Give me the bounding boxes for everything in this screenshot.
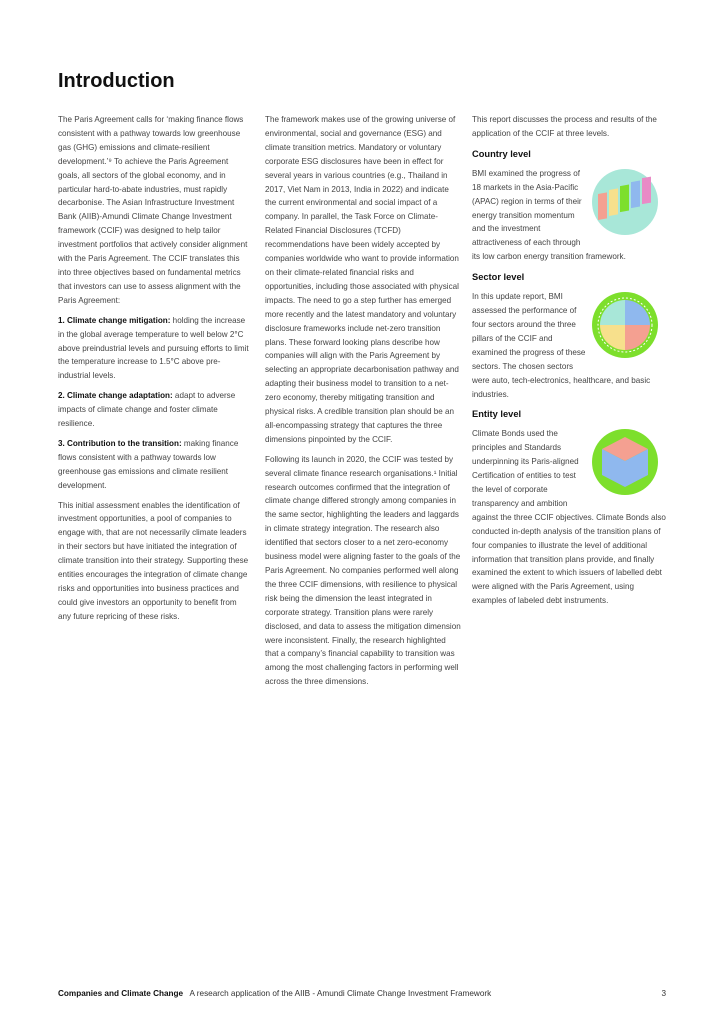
flag-shape xyxy=(620,184,629,212)
objective-heading: 1. Climate change mitigation: xyxy=(58,315,171,325)
objective-adaptation xyxy=(58,389,250,431)
flag-shape xyxy=(598,192,607,220)
initial-assessment-paragraph: This initial assessment enables the identification of investment opportunities, a pool of companies to engage with, that are not necessarily climate leaders in their sectors but have initiated the integration of climate transition into their strategy. Supporting these entities encourages the integration of climate change risks and opportunities into business practices and could give investors an opportunity to benefit from any future repricing of these risks. xyxy=(58,500,249,621)
paris-agreement-paragraph: The Paris Agreement calls for ‘making finance flows consistent with a pathway towards low greenhouse gas (GHG) emissions and climate-resilient development.’⁹ To achieve the Paris Agreement goals, all sectors of the global economy, and in particular hard-to-abate industries, must rapidly decarbonise. The Asian Infrastructure Investment Bank (AIIB)-Amundi Climate Change Investment framework (CCIF) was designed to help tailor investment portfolios that actively consider alignment with the Paris Agreement. The CCIF translates this into three objectives based on fundamental metrics that investors can use to assess alignment with the Paris Agreement: xyxy=(58,115,248,305)
column-right xyxy=(472,113,666,614)
page-footer xyxy=(58,989,666,998)
footer-brand: Companies and Climate Change xyxy=(58,989,184,998)
column-left xyxy=(58,113,250,630)
sector-level-text: In this update report, BMI assessed the performance of four sectors around the three pillars of the CCIF and examined the progress of these sectors. The chosen sectors were auto, tech-electronics, healthcare, and basic industries. xyxy=(472,292,651,399)
page-title: Introduction xyxy=(58,70,175,92)
report-intro: This report discusses the process and results of the application of the CCIF at three levels. xyxy=(472,115,657,138)
country-level-heading: Country level xyxy=(472,148,531,159)
column-middle xyxy=(265,113,461,695)
launch-paragraph: Following its launch in 2020, the CCIF was tested by several climate finance research organisations.¹ Initial research outcomes confirmed that the integration of climate change differed strongly among companies in the same sector, highlighting the leaders and laggards in climate strategy integration. The research also identified that sectors closer to a net zero-economy business model were aligning faster to the goals of the Paris Agreement. No companies performed well along the three CCIF dimensions, with resilience to physical risk being the dimension the least integrated in corporate strategy. Transition plans were rarely disclosed, and data to assess the mitigation dimension were inconsistent. Finally, the research highlighted that a company’s financial capability to transition was among the most challenging factors in performing well across the three dimensions. xyxy=(265,454,461,687)
flag-shape xyxy=(609,188,618,216)
objective-text: adapt to adverse impacts of climate change and foster climate resilience. xyxy=(58,391,236,429)
flag-shape xyxy=(642,176,651,204)
flag-shape xyxy=(631,180,640,208)
entity-level-heading: Entity level xyxy=(472,409,522,420)
pie-chart-icon xyxy=(592,292,658,358)
objective-text: holding the increase in the global average temperature to well below 2°C above preindustrial levels and pursuing efforts to limit the temperature increase to 1.5°C above pre-industrial levels. xyxy=(58,315,249,381)
cube-icon xyxy=(592,429,658,495)
page-number: 3 xyxy=(661,989,666,998)
footer-subtitle: A research application of the AIIB - Amundi Climate Change Investment Framework xyxy=(189,989,492,998)
sector-level-heading: Sector level xyxy=(472,272,525,283)
objective-heading: 3. Contribution to the transition: xyxy=(58,438,182,448)
framework-paragraph: The framework makes use of the growing universe of environmental, social and governance (ESG) and climate transition metrics. Mandatory or voluntary corporate ESG disclosures have been in effect for several years in various countries (e.g., Thailand in 2017, Viet Nam in 2013, India in 2022) and indicate the current environmental and social impact of a company. In parallel, the Task Force on Climate-Related Financial Disclosures (TCFD) recommendations have been widely accepted by companies worldwide who want to provide information on their climate-related financial risks and opportunities, including those associated with physical impacts. The need to go a step further has emerged more recently and the latest mandatory and voluntary disclosure frameworks include net-zero transition plans. These forward looking plans describe how companies will align with the Paris Agreement by selecting an appropriate decarbonisation pathway and adapting their business model to transition to a net-zero economy, thereby mitigating transition and physical risks. A credible transition plan should be an all-encompassing strategy that captures the three dimensions pinpointed by the CCIF. xyxy=(265,115,459,444)
objective-heading: 2. Climate change adaptation: xyxy=(58,391,173,401)
entity-level-text: Climate Bonds used the principles and Standards underpinning its Paris-aligned Certification of entities to test the level of corporate transparency and ambition against the three CCIF objectives. Climate Bonds also conducted in-depth analysis of the transition plans of four companies to illustrate the level of additional information that transition plans provide, and finally examined the extent to which issuers of labelled debt were aligned with the Paris Agreement, using examples of labeled debt instruments. xyxy=(472,429,666,606)
objective-mitigation xyxy=(58,314,250,384)
objective-transition xyxy=(58,437,250,493)
flags-icon xyxy=(592,169,658,235)
objective-text: making finance flows consistent with a pathway towards low greenhouse gas emissions and climate resilient development. xyxy=(58,438,239,490)
country-level-text: BMI examined the progress of 18 markets in the Asia-Pacific (APAC) region in terms of their energy transition momentum and the investment attractiveness of each through its low carbon energy transition framework. xyxy=(472,168,626,262)
